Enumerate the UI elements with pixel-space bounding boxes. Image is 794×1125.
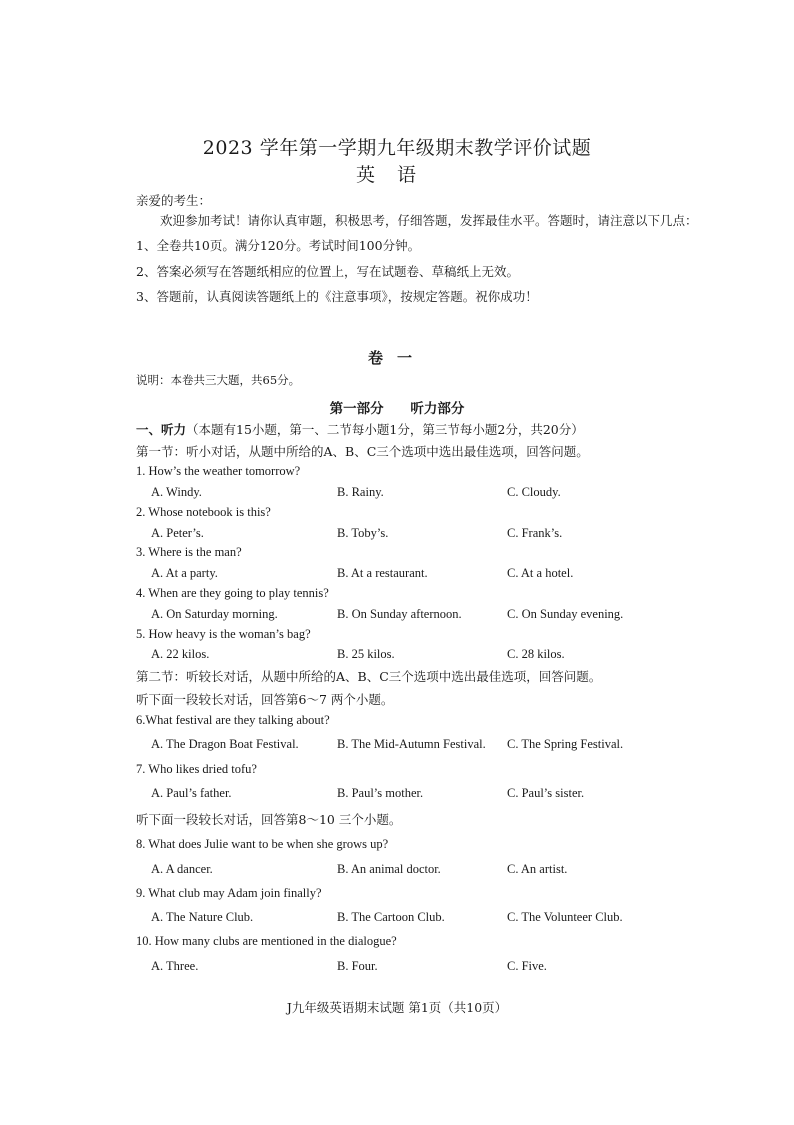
part-heading: 第一部分 听力部分 [329,401,465,417]
question-4: 4. When are they going to play tennis? [136,586,329,600]
page-footer: J九年级英语期末试题 第1页（共10页） [286,1000,508,1015]
q8-option-c: C. An artist. [507,862,568,876]
section-note: （本题有15小题，第一、二节每小题1分，第三节每小题2分，共20分） [186,422,584,437]
q1-option-a: A. Windy. [151,485,202,499]
q2-option-c: C. Frank’s. [507,526,563,540]
section-heading [136,420,584,438]
volume-note: 说明：本卷共三大题，共65分。 [136,373,301,387]
question-6: 6.What festival are they talking about? [136,713,330,727]
q4-option-c: C. On Sunday evening. [507,607,624,621]
instruction-8-10: 听下面一段较长对话，回答第8～10 三个小题。 [136,812,402,827]
q6-option-b: B. The Mid-Autumn Festival. [337,737,486,751]
q4-option-b: B. On Sunday afternoon. [337,607,462,621]
q2-option-a: A. Peter’s. [151,526,204,540]
q5-option-c: C. 28 kilos. [507,647,565,661]
welcome-text: 欢迎参加考试！请你认真审题，积极思考，仔细答题，发挥最佳水平。答题时，请注意以下几点： [160,213,698,228]
q7-option-b: B. Paul’s mother. [337,786,424,800]
q6-option-a: A. The Dragon Boat Festival. [151,737,299,751]
instruction-6-7: 听下面一段较长对话，回答第6～7 两个小题。 [136,692,394,707]
greeting: 亲爱的考生： [136,193,212,208]
q5-option-a: A. 22 kilos. [151,647,210,661]
q9-option-a: A. The Nature Club. [151,910,254,924]
q3-option-c: C. At a hotel. [507,566,574,580]
q8-option-a: A. A dancer. [151,862,213,876]
q9-option-b: B. The Cartoon Club. [337,910,445,924]
question-7: 7. Who likes dried tofu? [136,762,257,776]
q10-option-c: C. Five. [507,959,547,973]
q3-option-b: B. At a restaurant. [337,566,428,580]
question-10: 10. How many clubs are mentioned in the dialogue? [136,934,397,948]
q1-option-c: C. Cloudy. [507,485,561,499]
exam-title: 2023 学年第一学期九年级期末教学评价试题 [202,137,592,159]
rule-3: 3、答题前，认真阅读答题纸上的《注意事项》，按规定答题。祝你成功！ [136,289,538,304]
question-5: 5. How heavy is the woman’s bag? [136,627,311,641]
q6-option-c: C. The Spring Festival. [507,737,624,751]
section-label: 一、听力 [136,422,187,437]
q7-option-a: A. Paul’s father. [151,786,232,800]
q8-option-b: B. An animal doctor. [337,862,441,876]
question-1: 1. How’s the weather tomorrow? [136,464,301,478]
volume-heading: 卷一 [367,349,426,367]
sub-section-1: 第一节：听小对话，从题中所给的A、B、C三个选项中选出最佳选项，回答问题。 [136,444,589,459]
rule-2: 2、答案必须写在答题纸相应的位置上，写在试题卷、草稿纸上无效。 [136,264,519,279]
subject-title: 英语 [355,164,438,186]
rule-1: 1、全卷共10页。满分120分。考试时间100分钟。 [136,238,421,253]
question-2: 2. Whose notebook is this? [136,505,271,519]
q3-option-a: A. At a party. [151,566,218,580]
q5-option-b: B. 25 kilos. [337,647,395,661]
q7-option-c: C. Paul’s sister. [507,786,585,800]
q4-option-a: A. On Saturday morning. [151,607,278,621]
question-3: 3. Where is the man? [136,545,242,559]
question-8: 8. What does Julie want to be when she grows up? [136,837,389,851]
q10-option-a: A. Three. [151,959,199,973]
q2-option-b: B. Toby’s. [337,526,389,540]
question-9: 9. What club may Adam join finally? [136,886,322,900]
q10-option-b: B. Four. [337,959,378,973]
sub-section-2: 第二节：听较长对话，从题中所给的A、B、C三个选项中选出最佳选项，回答问题。 [136,669,602,684]
q9-option-c: C. The Volunteer Club. [507,910,623,924]
q1-option-b: B. Rainy. [337,485,384,499]
